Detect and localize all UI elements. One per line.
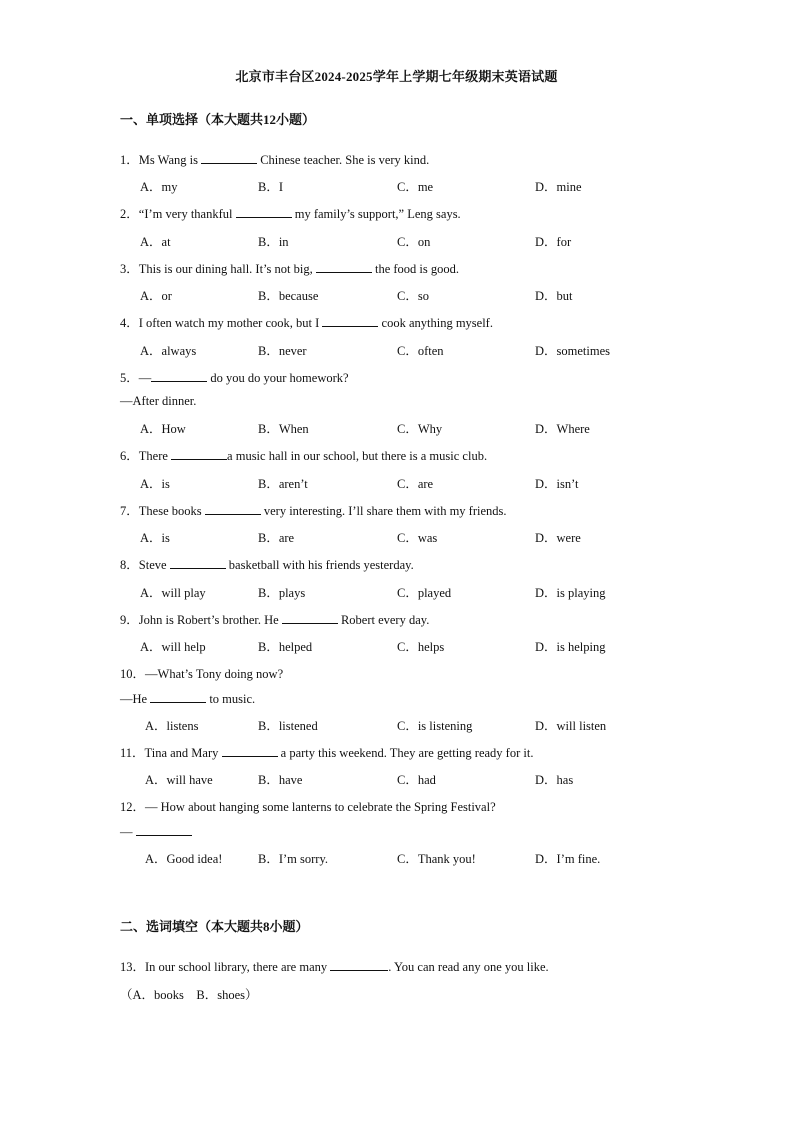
options-5: [0, 419, 793, 437]
answer-blank: [282, 611, 338, 624]
question-3: 3．This is our dining hall. It’s not big, the food is good.: [120, 262, 460, 276]
option-b: B．listened: [258, 719, 318, 733]
question-5-reply: —After dinner.: [120, 394, 197, 408]
options-7: [0, 528, 793, 546]
option-a: A．or: [140, 289, 172, 303]
question-12-reply: —: [120, 823, 192, 840]
option-b: B．I’m sorry.: [258, 852, 329, 866]
question-11: 11．Tina and Mary a party this weekend. They are getting ready for it.: [120, 746, 534, 760]
question-8: 8．Steve basketball with his friends yesterday.: [120, 558, 414, 572]
option-a: A．will help: [140, 640, 206, 654]
option-d: D．were: [535, 531, 581, 545]
option-b: B．aren’t: [258, 477, 308, 491]
question-10: 10．—What’s Tony doing now?: [120, 667, 284, 681]
option-c: C．often: [397, 344, 444, 358]
answer-blank: [205, 502, 261, 515]
question-9: 9．John is Robert’s brother. He Robert every day.: [120, 613, 430, 627]
answer-blank: [222, 744, 278, 757]
option-a: A．is: [140, 531, 170, 545]
question-13: 13．In our school library, there are many . You can read any one you like.: [120, 960, 549, 974]
option-c: C．helps: [397, 640, 445, 654]
question-6: 6．There a music hall in our school, but there is a music club.: [120, 449, 488, 463]
options-3: [0, 286, 793, 304]
option-d: D．has: [535, 773, 574, 787]
option-a: A．Good idea!: [145, 852, 223, 866]
answer-blank: [151, 369, 207, 382]
answer-blank: [150, 690, 206, 703]
question-1: 1．Ms Wang is Chinese teacher. She is very kind.: [120, 153, 430, 167]
option-a: A．will play: [140, 586, 206, 600]
options-12: [0, 849, 793, 867]
question-10-reply: —He to music.: [120, 692, 256, 706]
option-c: C．was: [397, 531, 438, 545]
option-c: C．played: [397, 586, 452, 600]
option-c: C．is listening: [397, 719, 473, 733]
option-d: D．I’m fine.: [535, 852, 601, 866]
answer-blank: [236, 205, 292, 218]
option-c: C．Why: [397, 422, 443, 436]
answer-blank: [201, 151, 257, 164]
answer-blank: [171, 447, 227, 460]
option-a: A．is: [140, 477, 170, 491]
option-b: B．are: [258, 531, 295, 545]
option-a: A．at: [140, 235, 171, 249]
option-b: B．When: [258, 422, 309, 436]
option-c: C．are: [397, 477, 434, 491]
option-c: C．so: [397, 289, 429, 303]
question-13-choices: （A．books B．shoes）: [120, 988, 258, 1002]
option-c: C．Thank you!: [397, 852, 476, 866]
question-2: 2．“I’m very thankful my family’s support,” Leng says.: [120, 207, 461, 221]
option-d: D．is helping: [535, 640, 606, 654]
options-1: [0, 177, 793, 195]
question-5: 5．— do you do your homework?: [120, 371, 349, 385]
option-c: C．had: [397, 773, 436, 787]
option-b: B．have: [258, 773, 303, 787]
option-a: A．my: [140, 180, 178, 194]
answer-blank: [170, 556, 226, 569]
options-2: [0, 232, 793, 250]
page-title: 北京市丰台区2024-2025学年上学期七年级期末英语试题: [235, 69, 558, 84]
section-heading-2: 二、选词填空（本大题共8小题）: [120, 919, 309, 934]
option-b: B．because: [258, 289, 319, 303]
option-a: A．will have: [145, 773, 213, 787]
question-7: 7．These books very interesting. I’ll share them with my friends.: [120, 504, 507, 518]
option-a: A．always: [140, 344, 197, 358]
answer-blank: [330, 958, 388, 971]
option-d: D．but: [535, 289, 573, 303]
answer-blank: [322, 314, 378, 327]
option-d: D．will listen: [535, 719, 607, 733]
option-d: D．for: [535, 235, 572, 249]
option-b: B．plays: [258, 586, 306, 600]
section-heading-1: 一、单项选择（本大题共12小题）: [120, 112, 316, 127]
option-b: B．in: [258, 235, 289, 249]
option-d: D．sometimes: [535, 344, 610, 358]
question-12: 12．— How about hanging some lanterns to celebrate the Spring Festival?: [120, 800, 496, 814]
answer-blank: [136, 823, 192, 836]
options-9: [0, 637, 793, 655]
option-d: D．isn’t: [535, 477, 579, 491]
options-8: [0, 583, 793, 601]
option-d: D．Where: [535, 422, 590, 436]
option-c: C．me: [397, 180, 434, 194]
option-a: A．How: [140, 422, 186, 436]
option-c: C．on: [397, 235, 431, 249]
answer-blank: [316, 260, 372, 273]
option-d: D．is playing: [535, 586, 606, 600]
options-11: [0, 770, 793, 788]
option-a: A．listens: [145, 719, 199, 733]
options-10: [0, 716, 793, 734]
question-4: 4．I often watch my mother cook, but I cook anything myself.: [120, 316, 493, 330]
options-4: [0, 341, 793, 359]
option-b: B．I: [258, 180, 284, 194]
options-6: [0, 474, 793, 492]
option-b: B．never: [258, 344, 307, 358]
option-b: B．helped: [258, 640, 313, 654]
option-d: D．mine: [535, 180, 582, 194]
